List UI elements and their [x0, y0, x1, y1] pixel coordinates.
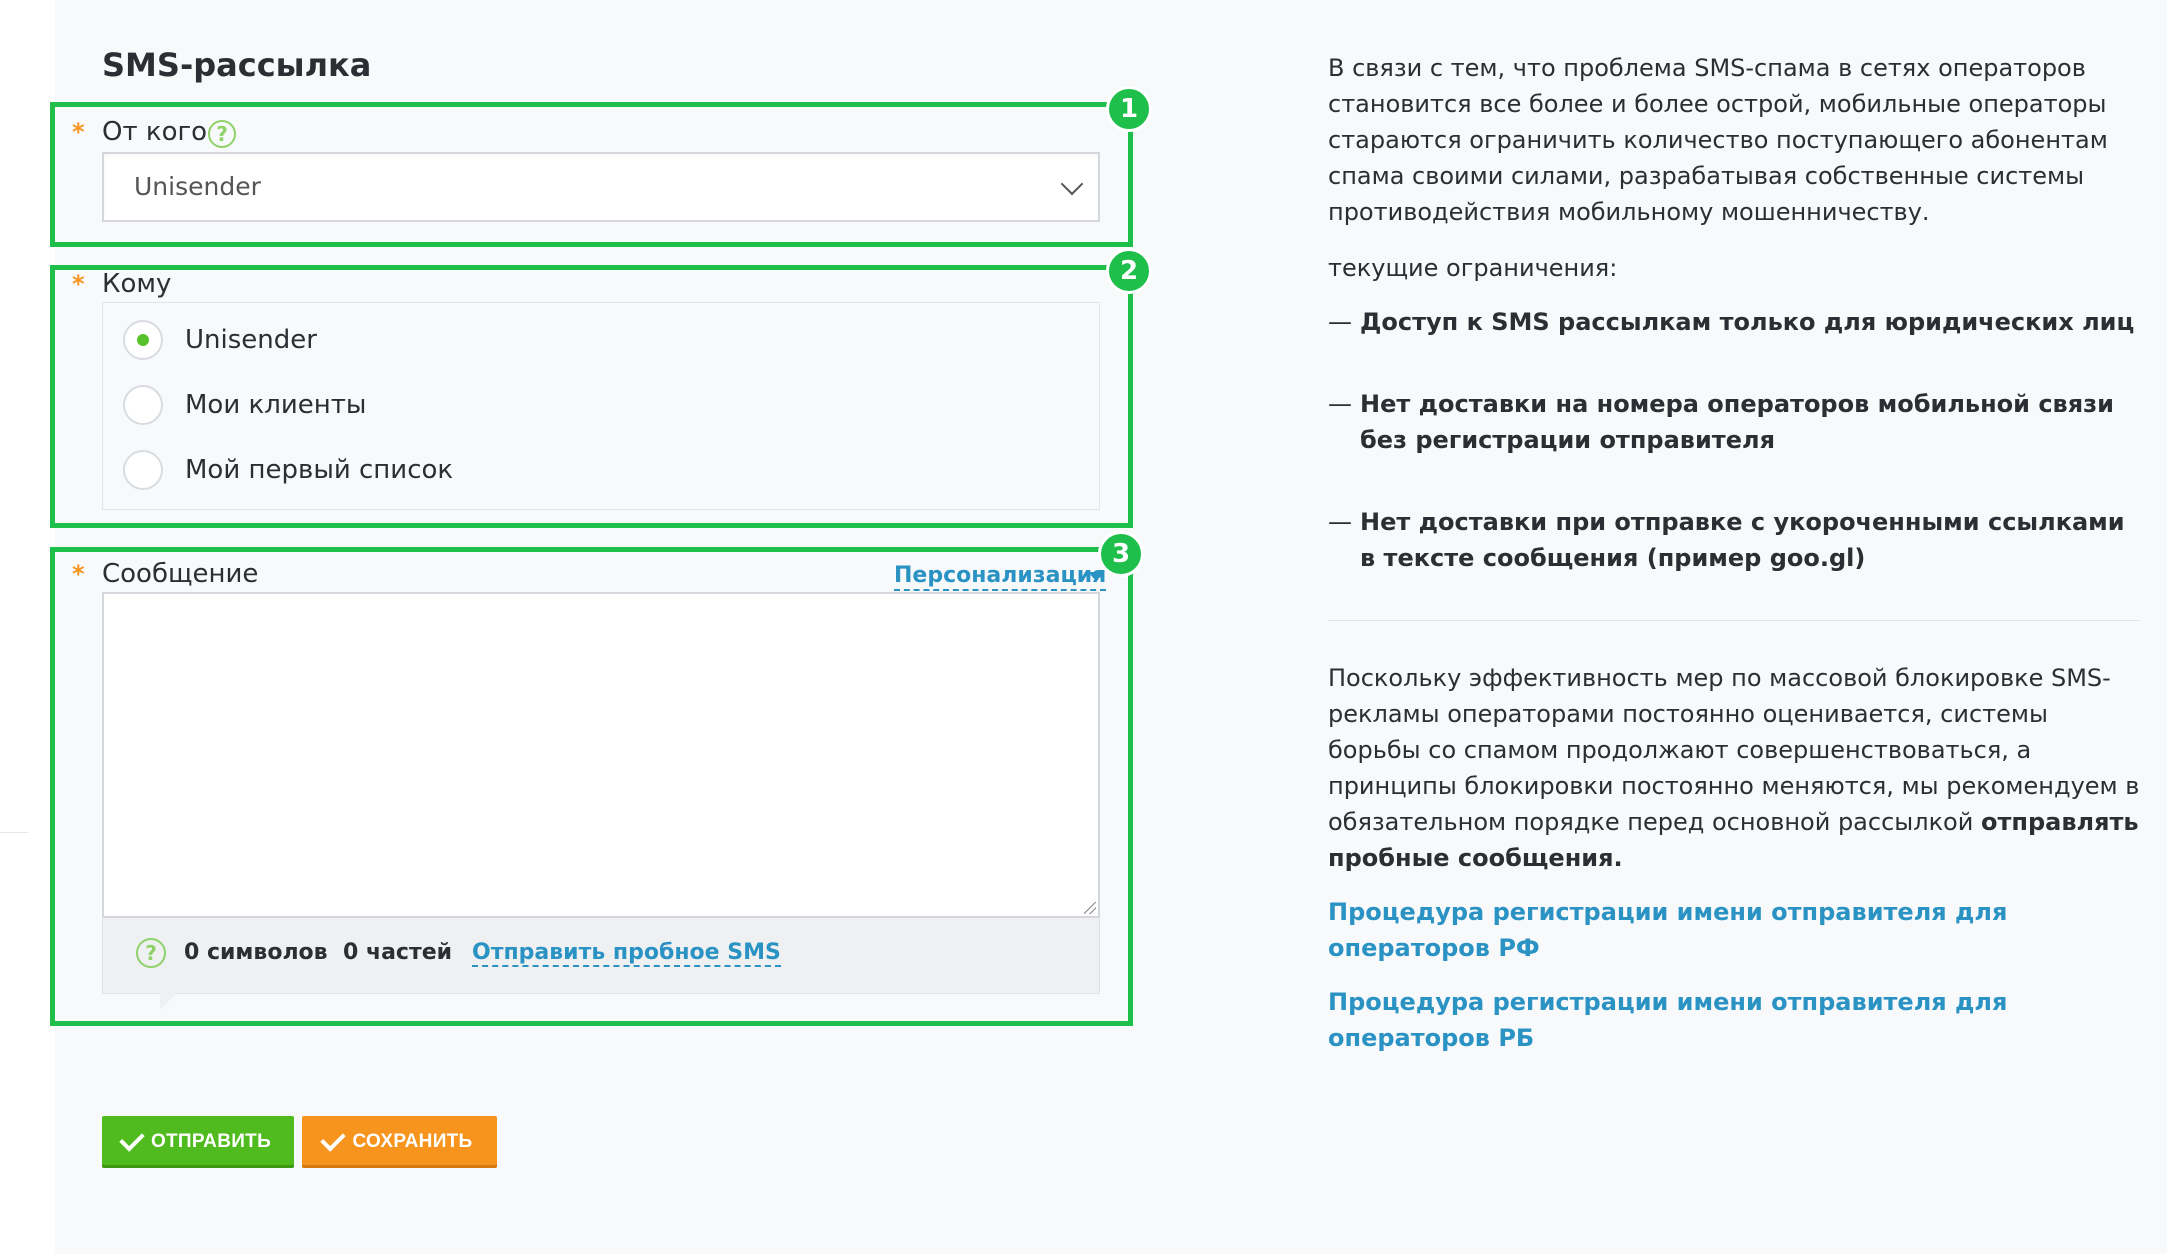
- personalization-link[interactable]: Персонализация: [894, 563, 1106, 591]
- dash: —: [1328, 308, 1352, 336]
- sidebar-divider: [0, 832, 28, 833]
- save-button-label: СОХРАНИТЬ: [352, 1131, 473, 1152]
- recipient-list-panel: [102, 302, 1100, 510]
- dash: —: [1328, 508, 1352, 536]
- limit-text: Нет доставки при отправке с укороченными ссылками в тексте сообщения (пример goo.gl): [1360, 508, 2125, 572]
- radio-label: Мои клиенты: [185, 390, 367, 420]
- check-icon: [321, 1126, 346, 1151]
- parts-count: 0 частей: [343, 940, 453, 965]
- caret-down-icon[interactable]: [1088, 572, 1104, 581]
- char-count: 0 символов: [184, 940, 328, 965]
- limit-item: [1328, 304, 2138, 340]
- registration-link-rb[interactable]: Процедура регистрации имени отправителя для операторов РБ: [1328, 988, 2008, 1052]
- limit-text: Нет доставки на номера операторов мобильной связи без регистрации отправителя: [1360, 390, 2114, 454]
- send-button[interactable]: [102, 1116, 294, 1168]
- dash: —: [1328, 390, 1352, 418]
- send-test-sms-link[interactable]: Отправить пробное SMS: [472, 940, 781, 965]
- sender-select[interactable]: [102, 152, 1100, 222]
- radio-label: Мой первый список: [185, 455, 454, 485]
- limit-item: [1328, 386, 2138, 458]
- required-star: *: [72, 560, 85, 588]
- footer-pointer: [160, 992, 178, 1010]
- limit-item: [1328, 504, 2138, 576]
- chevron-down-icon: [1061, 173, 1084, 196]
- badge-3: 3: [1098, 531, 1144, 577]
- radio-option-first-list[interactable]: [123, 448, 453, 492]
- badge-1: 1: [1106, 86, 1152, 132]
- page-title: SMS-рассылка: [102, 46, 372, 84]
- radio-label: Unisender: [185, 325, 317, 355]
- save-button[interactable]: [302, 1116, 497, 1168]
- check-icon: [119, 1126, 144, 1151]
- resize-handle-icon[interactable]: [1084, 902, 1096, 914]
- left-sidebar-edge: [0, 0, 55, 1254]
- limits-heading: текущие ограничения:: [1328, 254, 1618, 282]
- sender-select-value: Unisender: [134, 172, 261, 201]
- from-label: От кого: [102, 117, 208, 147]
- radio-button[interactable]: [123, 450, 163, 490]
- to-label: Кому: [102, 269, 172, 299]
- help-icon[interactable]: ?: [208, 120, 236, 148]
- required-star: *: [72, 118, 85, 146]
- radio-button[interactable]: [123, 385, 163, 425]
- required-star: *: [72, 270, 85, 298]
- test-message-note: [1328, 660, 2148, 876]
- radio-option-unisender[interactable]: [123, 318, 317, 362]
- message-textarea[interactable]: [102, 592, 1100, 918]
- radio-button[interactable]: [123, 320, 163, 360]
- info-divider: [1328, 620, 2140, 621]
- note-bold-text: отправлять пробные сообщения.: [1328, 808, 2139, 872]
- send-button-label: ОТПРАВИТЬ: [150, 1131, 272, 1152]
- note-text: Поскольку эффективность мер по массовой блокировке SMS-рекламы операторами постоянно оценивается, системы борьбы со спамом продолжают совершенствоваться, а принципы блокировки постоянно меняются, мы рекомендуем в обязательном порядке перед основной рассылкой: [1328, 664, 2140, 836]
- help-icon[interactable]: ?: [136, 938, 166, 968]
- registration-link-rf[interactable]: Процедура регистрации имени отправителя для операторов РФ: [1328, 898, 2008, 962]
- badge-2: 2: [1106, 248, 1152, 294]
- message-label: Сообщение: [102, 559, 259, 589]
- info-intro: В связи с тем, что проблема SMS-спама в сетях операторов становится все более и более острой, мобильные операторы стараются ограничить количество поступающего абонентам спама своими силами, разрабатывая собственные системы противодействия мобильному мошенничеству.: [1328, 54, 2108, 226]
- limit-text: Доступ к SMS рассылкам только для юридических лиц: [1360, 308, 2135, 336]
- radio-option-my-clients[interactable]: [123, 383, 366, 427]
